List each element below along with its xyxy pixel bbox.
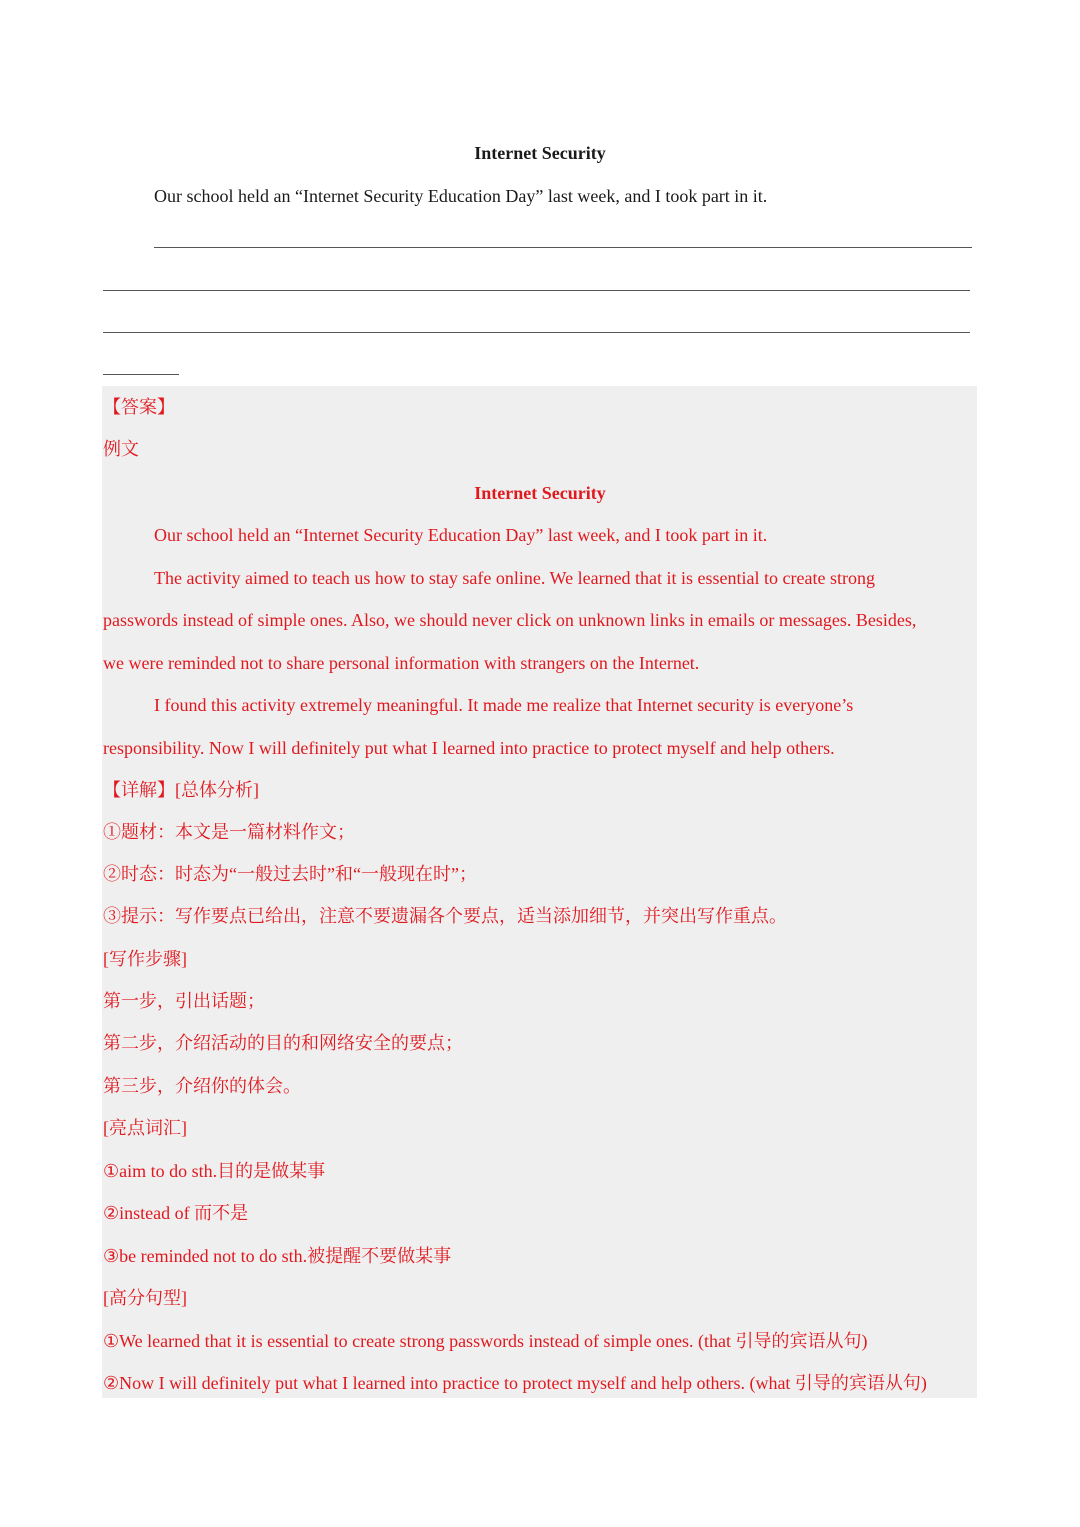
overall-item: ①题材：本文是一篇材料作文；	[103, 822, 355, 842]
essay-line: responsibility. Now I will definitely put what I learned into practice to protect myself and help others.	[103, 738, 835, 758]
sentence-item: ②Now I will definitely put what I learned into practice to protect myself and help others. (what 引导的宾语从句)	[103, 1373, 927, 1393]
writing-line-3[interactable]	[103, 332, 970, 333]
question-title: Internet Security	[474, 143, 606, 163]
essay-line: passwords instead of simple ones. Also, we should never click on unknown links in emails or messages. Besides,	[103, 610, 917, 630]
vocab-item: ③be reminded not to do sth.被提醒不要做某事	[103, 1246, 452, 1266]
vocab-item: ①aim to do sth.目的是做某事	[103, 1161, 326, 1181]
writing-steps-label: [写作步骤]	[103, 949, 187, 969]
step-item: 第一步，引出话题；	[103, 991, 265, 1011]
step-item: 第三步，介绍你的体会。	[103, 1076, 301, 1096]
sample-label: 例文	[103, 439, 139, 459]
question-prompt: Our school held an “Internet Security Education Day” last week, and I took part in it.	[154, 186, 768, 206]
writing-line-2[interactable]	[103, 290, 970, 291]
vocab-item: ②instead of 而不是	[103, 1203, 249, 1223]
explanation-header	[103, 778, 259, 802]
overall-item: ③提示：写作要点已给出，注意不要遗漏各个要点，适当添加细节，并突出写作重点。	[103, 906, 787, 926]
vocab-label: [亮点词汇]	[103, 1118, 187, 1138]
sentence-item: ①We learned that it is essential to create strong passwords instead of simple ones. (that 引导的宾语从句)	[103, 1331, 868, 1351]
explanation-header-label: 【详解】	[103, 780, 175, 800]
answer-header: 【答案】	[103, 397, 175, 417]
writing-line-4[interactable]	[103, 374, 179, 375]
sentences-label: [高分句型]	[103, 1288, 187, 1308]
essay-line: we were reminded not to share personal information with strangers on the Internet.	[103, 653, 700, 673]
sample-essay-title: Internet Security	[474, 483, 606, 503]
writing-line-1[interactable]	[154, 247, 972, 248]
essay-line: Our school held an “Internet Security Education Day” last week, and I took part in it.	[154, 525, 768, 545]
essay-line: I found this activity extremely meaningful. It made me realize that Internet security is everyone’s	[154, 695, 854, 715]
overall-analysis-label: [总体分析]	[175, 780, 259, 800]
overall-item: ②时态：时态为“一般过去时”和“一般现在时”；	[103, 864, 477, 884]
essay-line: The activity aimed to teach us how to stay safe online. We learned that it is essential to create strong	[154, 568, 875, 588]
step-item: 第二步，介绍活动的目的和网络安全的要点；	[103, 1033, 463, 1053]
